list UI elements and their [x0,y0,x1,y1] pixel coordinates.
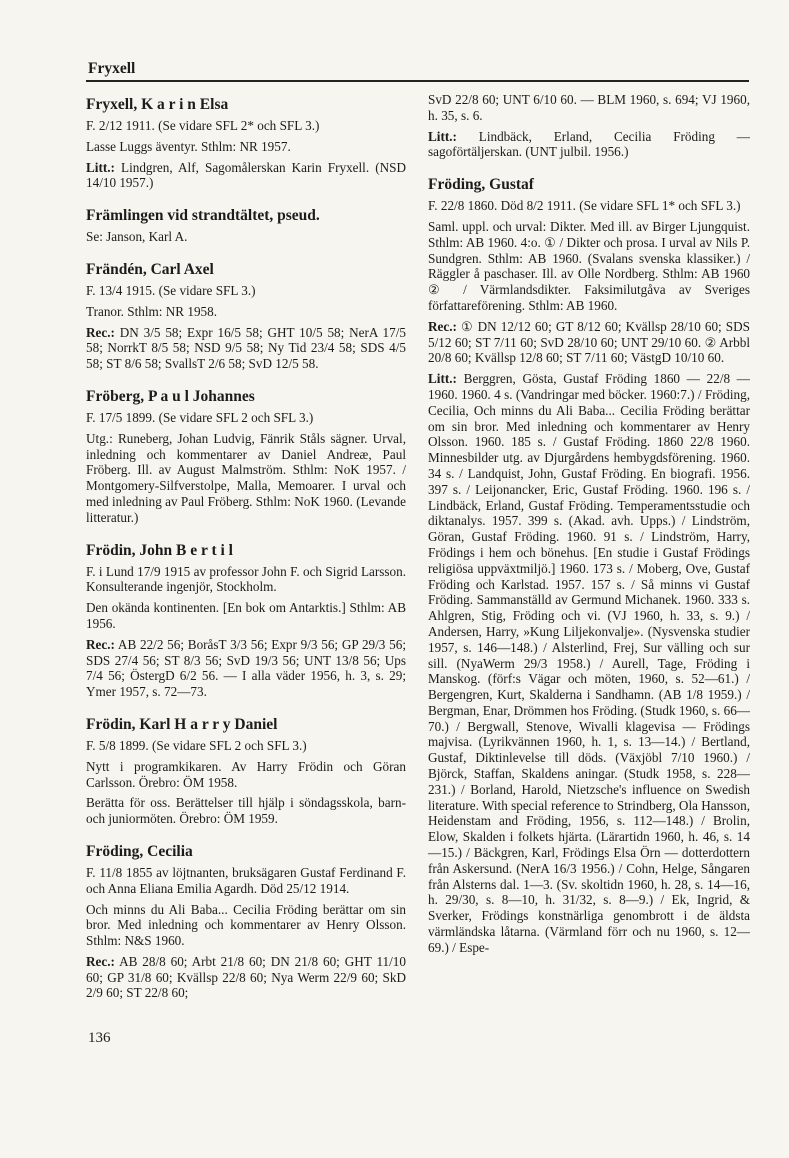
entry-paragraph: Utg.: Runeberg, Johan Ludvig, Fänrik Ståls sägner. Urval, inledning och kommentarer av Daniel Andreæ, Paul Fröberg. Ill. av August Malmström. Sthlm: NoK 1957. / Montgomery-Silfverstolpe, Malla, Memoarer. I urval och med inledning av Paul Fröberg. Sthlm: NoK 1960. (Levande litteratur.) [86,430,406,525]
entry-heading: Fröberg, P a u l Johannes [86,387,255,405]
entry-paragraph: F. 5/8 1899. (Se vidare SFL 2 och SFL 3.) [86,737,307,753]
entry-paragraph: SvD 22/8 60; UNT 6/10 60. — BLM 1960, s. 694; VJ 1960, h. 35, s. 6. [428,92,750,123]
entry-paragraph: Och minns du Ali Baba... Cecilia Fröding berättar om sin bror. Med inledning och kommentarer av Henry Olsson. Sthlm: N&S 1960. [86,901,406,949]
entry-heading: Frödin, John B e r t i l [86,541,233,559]
running-head: Fryxell [88,60,136,77]
paragraph-label: Litt.: [428,128,457,144]
entry-paragraph: F. 2/12 1911. (Se vidare SFL 2* och SFL 3.) [86,118,320,133]
entry-paragraph: Saml. uppl. och urval: Dikter. Med ill. av Birger Ljungquist. Sthlm: AB 1960. 4:o. ① / Dikter och prosa. I urval av Nils P. Sundgren. Sthlm: AB 1960. (Svalans svenska klassiker.) / Räggler å paschaser. Ill. av Olle Nordberg. Sthlm: AB 1960 ② / Värmlandsdikter. Faksimilutgåva av Sveriges författareförening. Sthlm: AB 1960. [428,218,750,313]
entry-paragraph: Den okända kontinenten. [En bok om Antarktis.] Sthlm: AB 1956. [86,600,406,631]
entry-heading: Fröding, Gustaf [428,176,534,194]
entry-paragraph: Rec.: DN 3/5 58; Expr 16/5 58; GHT 10/5 58; NerA 17/5 58; NorrkT 8/5 58; NSD 9/5 58; Ny Tid 23/4 58; SDS 4/5 58; ST 8/6 58; SvallsT 2/6 58; SvD 12/5 58. [86,324,406,372]
entry-heading: Fryxell, K a r i n Elsa [86,96,229,113]
entry [428,92,750,160]
entry-paragraph: Rec.: AB 28/8 60; Arbt 21/8 60; DN 21/8 60; GHT 11/10 60; GP 31/8 60; Kvällsp 22/8 60; Nya Werm 22/9 60; SkD 2/9 60; ST 22/8 60; [86,953,406,1001]
entry-paragraph: Litt.: Lindbäck, Erland, Cecilia Fröding — sagoförtäljerskan. (UNT julbil. 1956.) [428,128,750,160]
entry-paragraph: F. 13/4 1915. (Se vidare SFL 3.) [86,282,256,298]
entry-paragraph: Rec.: ① DN 12/12 60; GT 8/12 60; Kvällsp 28/10 60; SDS 5/12 60; ST 7/11 60; SvD 28/10 60; UNT 29/10 60. ② Arbbl 20/8 60; Kvällsp 12/8 60; ST 7/11 60; VästgD 10/10 60. [428,318,750,366]
right-column [428,92,750,972]
paragraph-label: Rec.: [86,953,115,969]
entry [86,388,406,526]
entry-paragraph: Litt.: Berggren, Gösta, Gustaf Fröding 1860 — 22/8 — 1960. 1960. 4 s. (Vandringar med böcker. 1960:7.) / Fröding, Cecilia, Och minns du Ali Baba... Cecilia Fröding berättar om sin bror. Med inledning och kommentarer av Henry Olsson. 1960. 185 s. / Gustaf Fröding. 1860 22/8 1960. Minnesbilder utg. av Djurgårdens hembygdsförening. 1960. 34 s. / Landquist, John, Gustaf Fröding. En biografi. 1956. 397 s. / Leijonancker, Eric, Gustaf Fröding. 1960. 196 s. / Lindbäck, Erland, Gustaf Fröding. Temperamentsstudie och diktanalys. 1957. 399 s. (Akad. avh. Upps.) / Lindström, Göran, Gustaf Fröding. 1960. 91 s. / Lindström, Harry, Frödings i hem och bönehus. [En studie i Gustaf Frödings religiösa uppväxtmiljö.] 1960. 173 s. / Moberg, Ove, Gustaf Fröding och Karlstad. 1957. 157 s. / Så minns vi Gustaf Fröding. Sammanställd av Germund Michanek. 1960. 333 s. Ahlgren, Stig, Fröding och vi. (VJ 1960, h. 33, s. 9.) / Andersen, Harry, »Kung Liljekonvalje». (Nysvenska studier 1957, s. 146—148.) / Alsterlind, Frej, Sur välling och sur sill. (NyaWerm 29/3 1958.) / Aurell, Tage, Fröding i Manskog. (förf:s Vägar och möten, 1960, s. 52—61.) / Bergengren, Kurt, Skalderna i Sandhamn. (AB 1/8 1959.) / Bergman, Enar, Drömmen hos Fröding. (Studk 1960, s. 66—70.) / Bergwall, Stenove, Wivalli klagevisa — Frödings majvisa. (Lyrikvännen 1960, h. 1, s. 13—14.) / Bertland, Gustaf, Diktinlevelse till döds. (Växjöbl 7/10 1960.) / Björck, Staffan, Skaldens aningar. (Studk 1958, s. 228—231.) / Borland, Harold, Nietzsche's influence on Swedish literature. With special reference to Strindberg, Ola Hansson, Heidenstam and Fröding, 1956, s. 112—148.) / Brolin, Elow, Skalden i folkets hjärta. (Lärartidn 1960, h. 46, s. 14—15.) / Bäckgren, Karl, Frödings Elsa Örn — dotterdottern från Askersund. (NerA 16/3 1956.) / Cohn, Helge, Sångaren från Alsterns dal. 1—3. (Sv. skoltidn 1960, h. 28, s. 14—16, h. 29/30, s. 8—10, h. 31/32, s. 8—9.) / Ek, Ingrid, & Sverker, Frödings konstnärliga genombrott i de äldsta värmländska låtarna. (Värmland förr och nu 1960, s. 12—69.) / Espe- [428,371,750,955]
entry-heading: Frödin, Karl H a r r y Daniel [86,715,278,733]
entry-paragraph: F. i Lund 17/9 1915 av professor John F. och Sigrid Larsson. Konsulterande ingenjör, Stockholm. [86,563,406,595]
entry-heading: Fröding, Cecilia [86,842,193,860]
entry [86,843,406,1001]
page-number: 136 [88,1030,111,1046]
entry-heading: Frändén, Carl Axel [86,260,214,278]
paragraph-label: Litt.: [428,371,457,387]
entry-paragraph: F. 11/8 1855 av löjtnanten, bruksägaren Gustaf Ferdinand F. och Anna Eliana Emilia Agardh. Död 25/12 1914. [86,864,406,896]
entry-paragraph: Berätta för oss. Berättelser till hjälp i söndagsskola, barn- och juniormöten. Örebro: ÖM 1959. [86,795,406,827]
entry-paragraph: Litt.: Lindgren, Alf, Sagomålerskan Karin Fryxell. (NSD 14/10 1957.) [86,159,406,191]
entry [86,96,406,191]
paragraph-label: Rec.: [86,324,115,340]
entry [86,542,406,700]
paragraph-label: Litt.: [86,159,115,175]
entry-paragraph: Lasse Luggs äventyr. Sthlm: NR 1957. [86,138,291,154]
paragraph-label: Rec.: [86,636,115,652]
entry-paragraph: F. 22/8 1860. Död 8/2 1911. (Se vidare SFL 1* och SFL 3.) [428,198,741,214]
entry-paragraph: Nytt i programkikaren. Av Harry Frödin och Göran Carlsson. Örebro: ÖM 1958. [86,758,406,790]
entry [428,176,750,955]
entry [86,716,406,827]
paragraph-label: Rec.: [428,318,457,334]
header-rule [86,80,749,82]
entry-paragraph: F. 17/5 1899. (Se vidare SFL 2 och SFL 3.) [86,409,314,425]
entry-heading: Främlingen vid strandtältet, pseud. [86,207,320,225]
entry-paragraph: Se: Janson, Karl A. [86,229,188,245]
left-column [86,92,406,1017]
entry-paragraph: Rec.: AB 22/2 56; BoråsT 3/3 56; Expr 9/3 56; GP 29/3 56; SDS 27/4 56; ST 8/3 56; SvD 19/3 56; UNT 13/8 56; Ups 7/4 56; ÖstergD 6/2 56. — I alla väder 1956, h. 3, s. 29; Ymer 1957, s. 72—73. [86,636,406,700]
entry [86,207,406,245]
entry [86,261,406,372]
entry-paragraph: Tranor. Sthlm: NR 1958. [86,303,218,319]
